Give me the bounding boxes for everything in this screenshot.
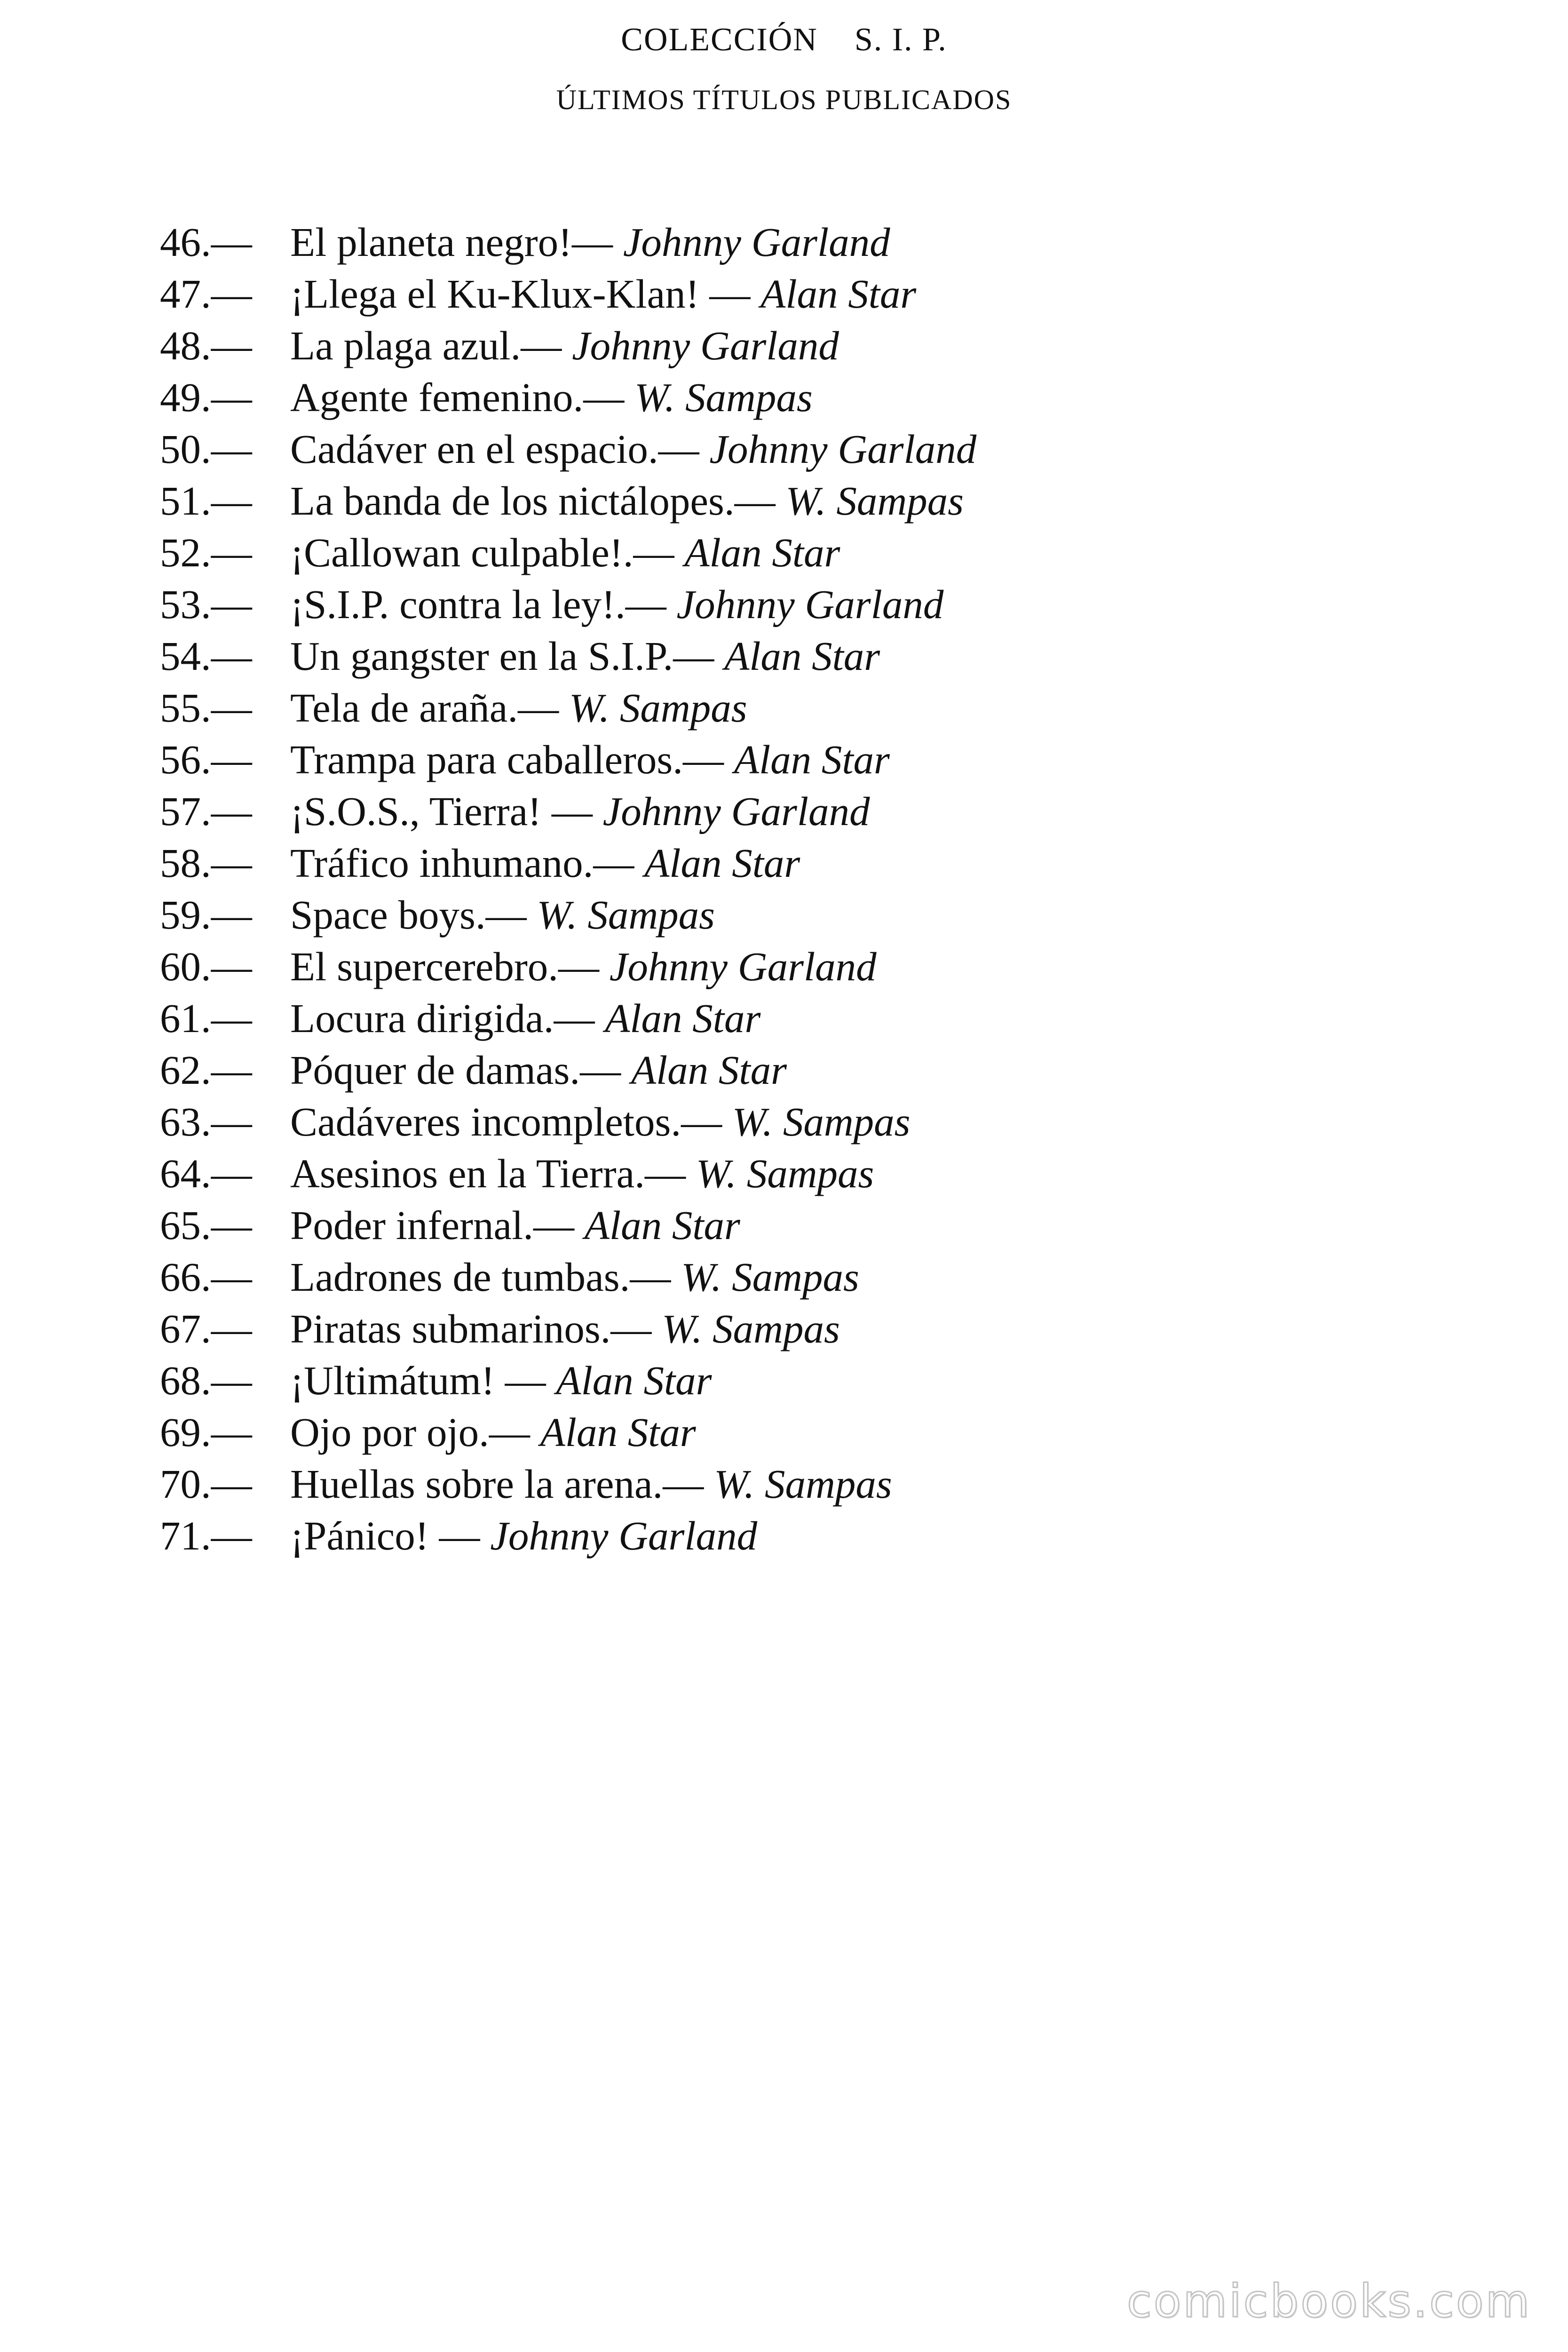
author-name: W. Sampas [569,685,747,731]
title-number: 51.— [160,478,252,524]
title-number: 54.— [160,633,252,679]
list-item [160,1251,976,1303]
title-number: 59.— [160,892,252,938]
list-item [160,837,976,889]
title-number: 64.— [160,1151,252,1196]
list-item [160,1200,976,1251]
list-item [160,216,976,268]
author-name: Johnny Garland [623,219,890,265]
list-item [160,682,976,734]
list-item [160,1406,976,1458]
list-item [160,993,976,1044]
book-title: Un gangster en la S.I.P.— [290,633,714,679]
book-title: La plaga azul.— [290,323,562,368]
title-number: 70.— [160,1461,252,1507]
book-title: ¡Pánico! — [290,1513,480,1558]
book-title: ¡Callowan culpable!.— [290,530,674,575]
author-name: Alan Star [605,995,761,1041]
title-number: 46.— [160,219,252,265]
author-name: W. Sampas [785,478,964,524]
list-item [160,1355,976,1406]
book-title: La banda de los nictálopes.— [290,478,776,524]
author-name: Johnny Garland [676,581,944,627]
book-title: Huellas sobre la arena.— [290,1461,704,1507]
author-name: W. Sampas [662,1306,840,1351]
title-number: 68.— [160,1358,252,1403]
title-number: 66.— [160,1254,252,1300]
title-number: 63.— [160,1099,252,1144]
author-name: Alan Star [760,271,917,317]
book-title: Asesinos en la Tierra.— [290,1151,686,1196]
title-number: 67.— [160,1306,252,1351]
book-title: El supercerebro.— [290,944,600,989]
list-item [160,372,976,423]
list-item [160,734,976,786]
list-item [160,527,976,579]
list-item [160,889,976,941]
list-item [160,268,976,320]
title-number: 65.— [160,1202,252,1248]
book-title: ¡Llega el Ku-Klux-Klan! — [290,271,751,317]
author-name: Alan Star [556,1358,712,1403]
title-number: 57.— [160,788,252,834]
author-name: Alan Star [540,1409,696,1455]
list-item [160,1044,976,1096]
title-number: 56.— [160,737,252,782]
book-title: Tela de araña.— [290,685,559,731]
author-name: Johnny Garland [602,788,870,834]
title-number: 48.— [160,323,252,368]
book-title: Cadáveres incompletos.— [290,1099,722,1144]
author-name: W. Sampas [681,1254,859,1300]
book-title: ¡S.I.P. contra la ley!.— [290,581,666,627]
list-item [160,630,976,682]
title-number: 50.— [160,426,252,472]
author-name: Alan Star [584,1202,740,1248]
author-name: Johnny Garland [709,426,977,472]
title-number: 53.— [160,581,252,627]
list-item [160,941,976,993]
author-name: Alan Star [724,633,880,679]
list-item [160,1096,976,1148]
book-title: ¡S.O.S., Tierra! — [290,788,593,834]
author-name: Alan Star [631,1047,787,1093]
book-title: Tráfico inhumano.— [290,840,634,886]
book-title: Ojo por ojo.— [290,1409,530,1455]
watermark-logo: comicbooks.com [1126,2275,1531,2328]
book-title: Agente femenino.— [290,374,625,420]
author-name: W. Sampas [537,892,715,938]
author-name: Johnny Garland [490,1513,758,1558]
list-item [160,1458,976,1510]
author-name: Alan Star [734,737,890,782]
book-title: Locura dirigida.— [290,995,595,1041]
list-item [160,786,976,837]
book-title: ¡Ultimátum! — [290,1358,546,1403]
title-number: 60.— [160,944,252,989]
list-item [160,423,976,475]
list-item [160,1148,976,1200]
author-name: W. Sampas [714,1461,892,1507]
author-name: Alan Star [684,530,840,575]
latest-titles-subheading: ÚLTIMOS TÍTULOS PUBLICADOS [556,84,1012,115]
author-name: Johnny Garland [572,323,839,368]
title-number: 58.— [160,840,252,886]
title-number: 61.— [160,995,252,1041]
book-title: Ladrones de tumbas.— [290,1254,671,1300]
book-title: Trampa para caballeros.— [290,737,724,782]
author-name: W. Sampas [696,1151,874,1196]
title-number: 62.— [160,1047,252,1093]
title-number: 47.— [160,271,252,317]
title-number: 52.— [160,530,252,575]
title-number: 71.— [160,1513,252,1558]
book-title: Space boys.— [290,892,527,938]
author-name: Alan Star [644,840,800,886]
published-titles-list [160,216,976,1562]
list-item [160,1303,976,1355]
list-item [160,475,976,527]
book-title: El planeta negro!— [290,219,613,265]
author-name: Johnny Garland [609,944,877,989]
book-title: Poder infernal.— [290,1202,574,1248]
book-title: Póquer de damas.— [290,1047,621,1093]
book-title: Piratas submarinos.— [290,1306,652,1351]
list-item [160,1510,976,1562]
title-number: 55.— [160,685,252,731]
title-number: 49.— [160,374,252,420]
book-title: Cadáver en el espacio.— [290,426,699,472]
title-number: 69.— [160,1409,252,1455]
author-name: W. Sampas [634,374,813,420]
list-item [160,579,976,630]
author-name: W. Sampas [732,1099,911,1144]
collection-heading: COLECCIÓN S. I. P. [621,22,947,58]
list-item [160,320,976,372]
